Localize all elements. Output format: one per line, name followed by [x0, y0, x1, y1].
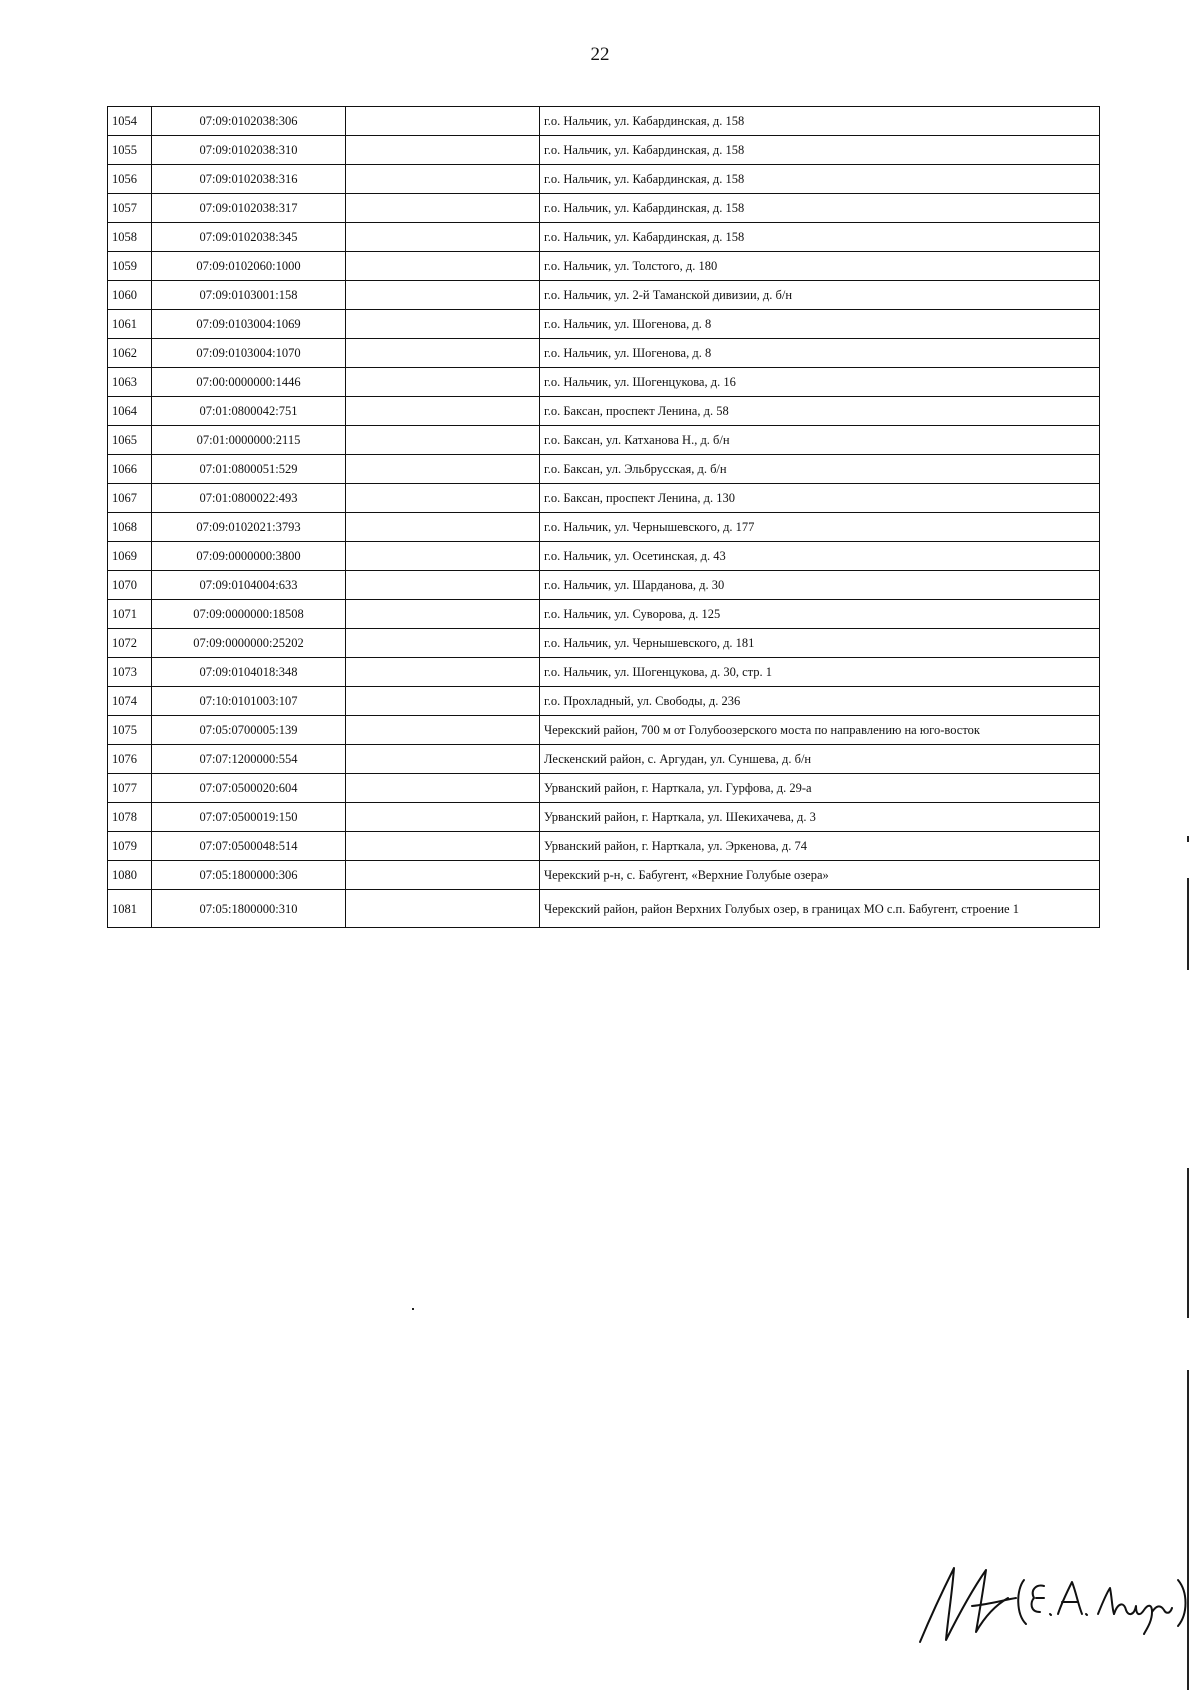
scan-mark	[1187, 1168, 1189, 1318]
cadastral-number-cell: 07:05:1800000:306	[152, 861, 346, 890]
cadastral-number-cell: 07:09:0102038:345	[152, 223, 346, 252]
address-cell: г.о. Нальчик, ул. Кабардинская, д. 158	[540, 194, 1100, 223]
row-number-cell: 1057	[108, 194, 152, 223]
cadastral-number-cell: 07:09:0000000:25202	[152, 629, 346, 658]
cadastral-number-cell: 07:09:0102038:306	[152, 107, 346, 136]
empty-cell	[346, 426, 540, 455]
row-number-cell: 1081	[108, 890, 152, 928]
address-cell: г.о. Баксан, ул. Эльбрусская, д. б/н	[540, 455, 1100, 484]
table-row	[108, 397, 1100, 426]
cadastral-number-cell: 07:09:0104018:348	[152, 658, 346, 687]
row-number-cell: 1064	[108, 397, 152, 426]
row-number-cell: 1061	[108, 310, 152, 339]
address-cell: г.о. Нальчик, ул. Шарданова, д. 30	[540, 571, 1100, 600]
cadastral-number-cell: 07:09:0103004:1069	[152, 310, 346, 339]
registry-table	[107, 106, 1100, 928]
row-number-cell: 1072	[108, 629, 152, 658]
address-cell: Урванский район, г. Нарткала, ул. Эркенова, д. 74	[540, 832, 1100, 861]
row-number-cell: 1059	[108, 252, 152, 281]
table-row	[108, 368, 1100, 397]
page-number: 22	[590, 44, 610, 65]
address-cell: г.о. Нальчик, ул. Шогенцукова, д. 30, стр. 1	[540, 658, 1100, 687]
cadastral-number-cell: 07:09:0000000:18508	[152, 600, 346, 629]
cadastral-number-cell: 07:05:1800000:310	[152, 890, 346, 928]
address-cell: г.о. Нальчик, ул. Шогенова, д. 8	[540, 310, 1100, 339]
cadastral-number-cell: 07:09:0000000:3800	[152, 542, 346, 571]
table-row	[108, 861, 1100, 890]
empty-cell	[346, 832, 540, 861]
row-number-cell: 1071	[108, 600, 152, 629]
address-cell: г.о. Нальчик, ул. Кабардинская, д. 158	[540, 165, 1100, 194]
row-number-cell: 1065	[108, 426, 152, 455]
address-cell: Урванский район, г. Нарткала, ул. Шекихачева, д. 3	[540, 803, 1100, 832]
empty-cell	[346, 339, 540, 368]
cadastral-number-cell: 07:05:0700005:139	[152, 716, 346, 745]
empty-cell	[346, 252, 540, 281]
empty-cell	[346, 571, 540, 600]
cadastral-number-cell: 07:01:0000000:2115	[152, 426, 346, 455]
row-number-cell: 1075	[108, 716, 152, 745]
table-row	[108, 223, 1100, 252]
row-number-cell: 1077	[108, 774, 152, 803]
row-number-cell: 1080	[108, 861, 152, 890]
row-number-cell: 1074	[108, 687, 152, 716]
table-row	[108, 484, 1100, 513]
row-number-cell: 1063	[108, 368, 152, 397]
row-number-cell: 1073	[108, 658, 152, 687]
row-number-cell: 1069	[108, 542, 152, 571]
address-cell: г.о. Баксан, проспект Ленина, д. 130	[540, 484, 1100, 513]
empty-cell	[346, 310, 540, 339]
cadastral-number-cell: 07:09:0103001:158	[152, 281, 346, 310]
empty-cell	[346, 542, 540, 571]
empty-cell	[346, 658, 540, 687]
empty-cell	[346, 890, 540, 928]
empty-cell	[346, 600, 540, 629]
empty-cell	[346, 513, 540, 542]
table-row	[108, 716, 1100, 745]
address-cell: г.о. Нальчик, ул. 2-й Таманской дивизии, д. б/н	[540, 281, 1100, 310]
empty-cell	[346, 107, 540, 136]
empty-cell	[346, 716, 540, 745]
table-row	[108, 629, 1100, 658]
table-row	[108, 571, 1100, 600]
empty-cell	[346, 136, 540, 165]
table-row	[108, 600, 1100, 629]
address-cell: Черекский р-н, с. Бабугент, «Верхние Голубые озера»	[540, 861, 1100, 890]
row-number-cell: 1067	[108, 484, 152, 513]
empty-cell	[346, 165, 540, 194]
signature-drawing	[912, 1558, 1192, 1648]
cadastral-number-cell: 07:07:0500020:604	[152, 774, 346, 803]
row-number-cell: 1066	[108, 455, 152, 484]
cadastral-number-cell: 07:00:0000000:1446	[152, 368, 346, 397]
cadastral-number-cell: 07:09:0102021:3793	[152, 513, 346, 542]
table-row	[108, 890, 1100, 928]
empty-cell	[346, 774, 540, 803]
empty-cell	[346, 455, 540, 484]
row-number-cell: 1058	[108, 223, 152, 252]
address-cell: г.о. Нальчик, ул. Шогенцукова, д. 16	[540, 368, 1100, 397]
address-cell: г.о. Нальчик, ул. Чернышевского, д. 181	[540, 629, 1100, 658]
cadastral-number-cell: 07:07:0500048:514	[152, 832, 346, 861]
address-cell: Лескенский район, с. Аргудан, ул. Суншева, д. б/н	[540, 745, 1100, 774]
cadastral-number-cell: 07:09:0102060:1000	[152, 252, 346, 281]
address-cell: г.о. Баксан, ул. Катханова Н., д. б/н	[540, 426, 1100, 455]
table-row	[108, 687, 1100, 716]
address-cell: г.о. Нальчик, ул. Кабардинская, д. 158	[540, 107, 1100, 136]
address-cell: г.о. Нальчик, ул. Кабардинская, д. 158	[540, 136, 1100, 165]
cadastral-number-cell: 07:01:0800042:751	[152, 397, 346, 426]
cadastral-number-cell: 07:09:0104004:633	[152, 571, 346, 600]
empty-cell	[346, 484, 540, 513]
address-cell: Урванский район, г. Нарткала, ул. Гурфова, д. 29-а	[540, 774, 1100, 803]
cadastral-number-cell: 07:07:1200000:554	[152, 745, 346, 774]
table-row	[108, 745, 1100, 774]
address-cell: Черекский район, 700 м от Голубоозерского моста по направлению на юго-восток	[540, 716, 1100, 745]
empty-cell	[346, 194, 540, 223]
table-row	[108, 281, 1100, 310]
scan-mark	[412, 1308, 414, 1310]
scan-mark	[1187, 878, 1189, 970]
table-row	[108, 165, 1100, 194]
signature	[912, 1558, 1192, 1648]
cadastral-number-cell: 07:07:0500019:150	[152, 803, 346, 832]
row-number-cell: 1055	[108, 136, 152, 165]
address-cell: г.о. Нальчик, ул. Толстого, д. 180	[540, 252, 1100, 281]
scan-mark	[1187, 836, 1189, 842]
address-cell: г.о. Нальчик, ул. Чернышевского, д. 177	[540, 513, 1100, 542]
table-row	[108, 774, 1100, 803]
table-row	[108, 252, 1100, 281]
empty-cell	[346, 397, 540, 426]
empty-cell	[346, 687, 540, 716]
cadastral-number-cell: 07:10:0101003:107	[152, 687, 346, 716]
table-row	[108, 339, 1100, 368]
table-row	[108, 542, 1100, 571]
scan-mark	[1187, 1370, 1189, 1690]
address-cell: Черекский район, район Верхних Голубых озер, в границах МО с.п. Бабугент, строение 1	[540, 890, 1100, 928]
cadastral-number-cell: 07:01:0800022:493	[152, 484, 346, 513]
empty-cell	[346, 223, 540, 252]
row-number-cell: 1070	[108, 571, 152, 600]
row-number-cell: 1079	[108, 832, 152, 861]
cadastral-number-cell: 07:09:0103004:1070	[152, 339, 346, 368]
empty-cell	[346, 861, 540, 890]
empty-cell	[346, 281, 540, 310]
address-cell: г.о. Нальчик, ул. Осетинская, д. 43	[540, 542, 1100, 571]
table-row	[108, 426, 1100, 455]
empty-cell	[346, 629, 540, 658]
address-cell: г.о. Прохладный, ул. Свободы, д. 236	[540, 687, 1100, 716]
cadastral-number-cell: 07:09:0102038:317	[152, 194, 346, 223]
row-number-cell: 1060	[108, 281, 152, 310]
table-row	[108, 194, 1100, 223]
cadastral-number-cell: 07:09:0102038:310	[152, 136, 346, 165]
empty-cell	[346, 803, 540, 832]
empty-cell	[346, 745, 540, 774]
row-number-cell: 1078	[108, 803, 152, 832]
empty-cell	[346, 368, 540, 397]
row-number-cell: 1062	[108, 339, 152, 368]
table-row	[108, 310, 1100, 339]
table-row	[108, 455, 1100, 484]
row-number-cell: 1056	[108, 165, 152, 194]
address-cell: г.о. Нальчик, ул. Кабардинская, д. 158	[540, 223, 1100, 252]
row-number-cell: 1054	[108, 107, 152, 136]
table-row	[108, 136, 1100, 165]
table-row	[108, 658, 1100, 687]
cadastral-number-cell: 07:01:0800051:529	[152, 455, 346, 484]
row-number-cell: 1076	[108, 745, 152, 774]
table-row	[108, 513, 1100, 542]
table-row	[108, 803, 1100, 832]
address-cell: г.о. Нальчик, ул. Шогенова, д. 8	[540, 339, 1100, 368]
registry-table-body	[108, 107, 1100, 928]
address-cell: г.о. Баксан, проспект Ленина, д. 58	[540, 397, 1100, 426]
address-cell: г.о. Нальчик, ул. Суворова, д. 125	[540, 600, 1100, 629]
table-row	[108, 107, 1100, 136]
cadastral-number-cell: 07:09:0102038:316	[152, 165, 346, 194]
table-row	[108, 832, 1100, 861]
row-number-cell: 1068	[108, 513, 152, 542]
